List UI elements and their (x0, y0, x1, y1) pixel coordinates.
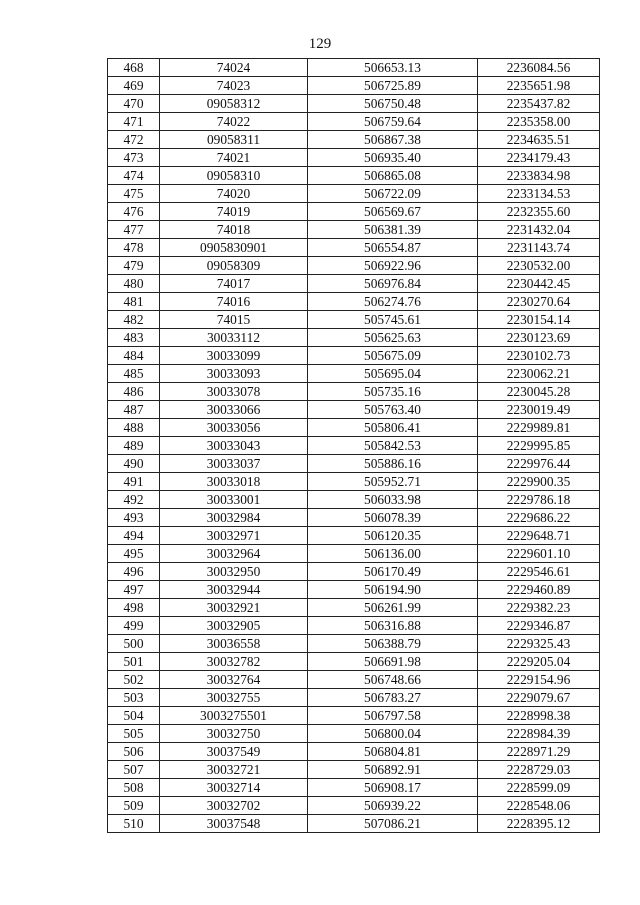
table-row (108, 779, 600, 797)
x-coordinate-cell: 506569.67 (308, 203, 478, 221)
point-id-cell: 30037548 (160, 815, 308, 833)
y-coordinate-cell: 2230532.00 (478, 257, 600, 275)
row-number-cell: 489 (108, 437, 160, 455)
y-coordinate-cell: 2228984.39 (478, 725, 600, 743)
table-row (108, 707, 600, 725)
point-id-cell: 30036558 (160, 635, 308, 653)
page-number: 129 (308, 36, 332, 52)
table-row (108, 59, 600, 77)
y-coordinate-cell: 2230123.69 (478, 329, 600, 347)
y-coordinate-cell: 2229976.44 (478, 455, 600, 473)
point-id-cell: 30032964 (160, 545, 308, 563)
table-row (108, 293, 600, 311)
table-row (108, 527, 600, 545)
x-coordinate-cell: 506120.35 (308, 527, 478, 545)
y-coordinate-cell: 2229382.23 (478, 599, 600, 617)
point-id-cell: 30033037 (160, 455, 308, 473)
x-coordinate-cell: 506653.13 (308, 59, 478, 77)
point-id-cell: 09058309 (160, 257, 308, 275)
row-number-cell: 495 (108, 545, 160, 563)
row-number-cell: 506 (108, 743, 160, 761)
table-row (108, 383, 600, 401)
row-number-cell: 505 (108, 725, 160, 743)
x-coordinate-cell: 506725.89 (308, 77, 478, 95)
row-number-cell: 483 (108, 329, 160, 347)
y-coordinate-cell: 2229325.43 (478, 635, 600, 653)
point-id-cell: 74023 (160, 77, 308, 95)
table-row (108, 563, 600, 581)
x-coordinate-cell: 505763.40 (308, 401, 478, 419)
point-id-cell: 30032944 (160, 581, 308, 599)
y-coordinate-cell: 2232355.60 (478, 203, 600, 221)
x-coordinate-cell: 506381.39 (308, 221, 478, 239)
point-id-cell: 74020 (160, 185, 308, 203)
row-number-cell: 485 (108, 365, 160, 383)
y-coordinate-cell: 2229460.89 (478, 581, 600, 599)
table-row (108, 689, 600, 707)
x-coordinate-cell: 506867.38 (308, 131, 478, 149)
y-coordinate-cell: 2228548.06 (478, 797, 600, 815)
y-coordinate-cell: 2229995.85 (478, 437, 600, 455)
point-id-cell: 30032782 (160, 653, 308, 671)
x-coordinate-cell: 506908.17 (308, 779, 478, 797)
x-coordinate-cell: 506783.27 (308, 689, 478, 707)
row-number-cell: 480 (108, 275, 160, 293)
y-coordinate-cell: 2231432.04 (478, 221, 600, 239)
point-id-cell: 09058312 (160, 95, 308, 113)
point-id-cell: 30032764 (160, 671, 308, 689)
point-id-cell: 30033066 (160, 401, 308, 419)
point-id-cell: 30033043 (160, 437, 308, 455)
row-number-cell: 490 (108, 455, 160, 473)
table-row (108, 419, 600, 437)
table-row (108, 635, 600, 653)
y-coordinate-cell: 2230019.49 (478, 401, 600, 419)
x-coordinate-cell: 506316.88 (308, 617, 478, 635)
point-id-cell: 74017 (160, 275, 308, 293)
x-coordinate-cell: 506170.49 (308, 563, 478, 581)
row-number-cell: 479 (108, 257, 160, 275)
table-row (108, 401, 600, 419)
x-coordinate-cell: 506388.79 (308, 635, 478, 653)
x-coordinate-cell: 506261.99 (308, 599, 478, 617)
table-row (108, 149, 600, 167)
x-coordinate-cell: 506865.08 (308, 167, 478, 185)
row-number-cell: 498 (108, 599, 160, 617)
x-coordinate-cell: 506976.84 (308, 275, 478, 293)
point-id-cell: 74019 (160, 203, 308, 221)
x-coordinate-cell: 506797.58 (308, 707, 478, 725)
y-coordinate-cell: 2230442.45 (478, 275, 600, 293)
row-number-cell: 501 (108, 653, 160, 671)
table-row (108, 437, 600, 455)
y-coordinate-cell: 2229079.67 (478, 689, 600, 707)
table-row (108, 95, 600, 113)
row-number-cell: 499 (108, 617, 160, 635)
table-row (108, 491, 600, 509)
table-row (108, 599, 600, 617)
x-coordinate-cell: 506722.09 (308, 185, 478, 203)
y-coordinate-cell: 2229786.18 (478, 491, 600, 509)
x-coordinate-cell: 506274.76 (308, 293, 478, 311)
point-id-cell: 74015 (160, 311, 308, 329)
y-coordinate-cell: 2229346.87 (478, 617, 600, 635)
row-number-cell: 492 (108, 491, 160, 509)
table-row (108, 545, 600, 563)
x-coordinate-cell: 505842.53 (308, 437, 478, 455)
table-row (108, 761, 600, 779)
table-row (108, 347, 600, 365)
row-number-cell: 488 (108, 419, 160, 437)
y-coordinate-cell: 2230270.64 (478, 293, 600, 311)
x-coordinate-cell: 505886.16 (308, 455, 478, 473)
row-number-cell: 469 (108, 77, 160, 95)
point-id-cell: 30033099 (160, 347, 308, 365)
x-coordinate-cell: 507086.21 (308, 815, 478, 833)
y-coordinate-cell: 2233834.98 (478, 167, 600, 185)
x-coordinate-cell: 505675.09 (308, 347, 478, 365)
table-row (108, 257, 600, 275)
x-coordinate-cell: 506691.98 (308, 653, 478, 671)
point-id-cell: 30032905 (160, 617, 308, 635)
x-coordinate-cell: 505625.63 (308, 329, 478, 347)
y-coordinate-cell: 2229546.61 (478, 563, 600, 581)
table-row (108, 185, 600, 203)
table-row (108, 797, 600, 815)
x-coordinate-cell: 506800.04 (308, 725, 478, 743)
row-number-cell: 504 (108, 707, 160, 725)
x-coordinate-cell: 506748.66 (308, 671, 478, 689)
x-coordinate-cell: 506939.22 (308, 797, 478, 815)
point-id-cell: 30032714 (160, 779, 308, 797)
table-row (108, 815, 600, 833)
row-number-cell: 471 (108, 113, 160, 131)
x-coordinate-cell: 506136.00 (308, 545, 478, 563)
point-id-cell: 30032750 (160, 725, 308, 743)
table-row (108, 131, 600, 149)
row-number-cell: 468 (108, 59, 160, 77)
row-number-cell: 497 (108, 581, 160, 599)
row-number-cell: 487 (108, 401, 160, 419)
y-coordinate-cell: 2234179.43 (478, 149, 600, 167)
coordinates-table-body (108, 59, 600, 833)
point-id-cell: 30033001 (160, 491, 308, 509)
x-coordinate-cell: 506554.87 (308, 239, 478, 257)
point-id-cell: 30033093 (160, 365, 308, 383)
point-id-cell: 30032721 (160, 761, 308, 779)
x-coordinate-cell: 506935.40 (308, 149, 478, 167)
point-id-cell: 0905830901 (160, 239, 308, 257)
point-id-cell: 30032950 (160, 563, 308, 581)
row-number-cell: 478 (108, 239, 160, 257)
row-number-cell: 491 (108, 473, 160, 491)
x-coordinate-cell: 505952.71 (308, 473, 478, 491)
x-coordinate-cell: 506892.91 (308, 761, 478, 779)
y-coordinate-cell: 2228599.09 (478, 779, 600, 797)
y-coordinate-cell: 2235651.98 (478, 77, 600, 95)
table-row (108, 725, 600, 743)
y-coordinate-cell: 2234635.51 (478, 131, 600, 149)
table-row (108, 221, 600, 239)
point-id-cell: 30032971 (160, 527, 308, 545)
x-coordinate-cell: 506804.81 (308, 743, 478, 761)
y-coordinate-cell: 2230102.73 (478, 347, 600, 365)
table-row (108, 311, 600, 329)
point-id-cell: 30033112 (160, 329, 308, 347)
y-coordinate-cell: 2229601.10 (478, 545, 600, 563)
point-id-cell: 30033056 (160, 419, 308, 437)
point-id-cell: 30033078 (160, 383, 308, 401)
x-coordinate-cell: 506033.98 (308, 491, 478, 509)
x-coordinate-cell: 505745.61 (308, 311, 478, 329)
point-id-cell: 09058311 (160, 131, 308, 149)
row-number-cell: 503 (108, 689, 160, 707)
row-number-cell: 482 (108, 311, 160, 329)
table-row (108, 365, 600, 383)
point-id-cell: 3003275501 (160, 707, 308, 725)
table-row (108, 671, 600, 689)
point-id-cell: 30032702 (160, 797, 308, 815)
row-number-cell: 470 (108, 95, 160, 113)
row-number-cell: 473 (108, 149, 160, 167)
y-coordinate-cell: 2233134.53 (478, 185, 600, 203)
row-number-cell: 508 (108, 779, 160, 797)
x-coordinate-cell: 506194.90 (308, 581, 478, 599)
y-coordinate-cell: 2229205.04 (478, 653, 600, 671)
y-coordinate-cell: 2228395.12 (478, 815, 600, 833)
y-coordinate-cell: 2230154.14 (478, 311, 600, 329)
y-coordinate-cell: 2236084.56 (478, 59, 600, 77)
y-coordinate-cell: 2231143.74 (478, 239, 600, 257)
row-number-cell: 493 (108, 509, 160, 527)
x-coordinate-cell: 506759.64 (308, 113, 478, 131)
x-coordinate-cell: 505695.04 (308, 365, 478, 383)
row-number-cell: 481 (108, 293, 160, 311)
x-coordinate-cell: 506750.48 (308, 95, 478, 113)
table-row (108, 113, 600, 131)
y-coordinate-cell: 2228971.29 (478, 743, 600, 761)
y-coordinate-cell: 2229648.71 (478, 527, 600, 545)
point-id-cell: 30032984 (160, 509, 308, 527)
point-id-cell: 74018 (160, 221, 308, 239)
row-number-cell: 476 (108, 203, 160, 221)
row-number-cell: 510 (108, 815, 160, 833)
y-coordinate-cell: 2229686.22 (478, 509, 600, 527)
point-id-cell: 30033018 (160, 473, 308, 491)
point-id-cell: 30032755 (160, 689, 308, 707)
coordinates-table (107, 58, 600, 833)
table-row (108, 167, 600, 185)
point-id-cell: 09058310 (160, 167, 308, 185)
table-row (108, 455, 600, 473)
table-row (108, 203, 600, 221)
y-coordinate-cell: 2228998.38 (478, 707, 600, 725)
row-number-cell: 509 (108, 797, 160, 815)
table-row (108, 581, 600, 599)
point-id-cell: 74024 (160, 59, 308, 77)
y-coordinate-cell: 2229900.35 (478, 473, 600, 491)
y-coordinate-cell: 2229989.81 (478, 419, 600, 437)
row-number-cell: 472 (108, 131, 160, 149)
row-number-cell: 500 (108, 635, 160, 653)
y-coordinate-cell: 2230062.21 (478, 365, 600, 383)
point-id-cell: 74021 (160, 149, 308, 167)
table-row (108, 743, 600, 761)
row-number-cell: 484 (108, 347, 160, 365)
table-row (108, 77, 600, 95)
point-id-cell: 30037549 (160, 743, 308, 761)
table-row (108, 275, 600, 293)
row-number-cell: 486 (108, 383, 160, 401)
point-id-cell: 30032921 (160, 599, 308, 617)
row-number-cell: 494 (108, 527, 160, 545)
y-coordinate-cell: 2228729.03 (478, 761, 600, 779)
point-id-cell: 74016 (160, 293, 308, 311)
y-coordinate-cell: 2235437.82 (478, 95, 600, 113)
table-row (108, 653, 600, 671)
y-coordinate-cell: 2235358.00 (478, 113, 600, 131)
row-number-cell: 474 (108, 167, 160, 185)
table-row (108, 473, 600, 491)
x-coordinate-cell: 505806.41 (308, 419, 478, 437)
row-number-cell: 496 (108, 563, 160, 581)
x-coordinate-cell: 505735.16 (308, 383, 478, 401)
row-number-cell: 502 (108, 671, 160, 689)
table-row (108, 329, 600, 347)
point-id-cell: 74022 (160, 113, 308, 131)
x-coordinate-cell: 506078.39 (308, 509, 478, 527)
row-number-cell: 477 (108, 221, 160, 239)
table-row (108, 617, 600, 635)
y-coordinate-cell: 2230045.28 (478, 383, 600, 401)
row-number-cell: 475 (108, 185, 160, 203)
row-number-cell: 507 (108, 761, 160, 779)
table-row (108, 239, 600, 257)
y-coordinate-cell: 2229154.96 (478, 671, 600, 689)
x-coordinate-cell: 506922.96 (308, 257, 478, 275)
table-row (108, 509, 600, 527)
